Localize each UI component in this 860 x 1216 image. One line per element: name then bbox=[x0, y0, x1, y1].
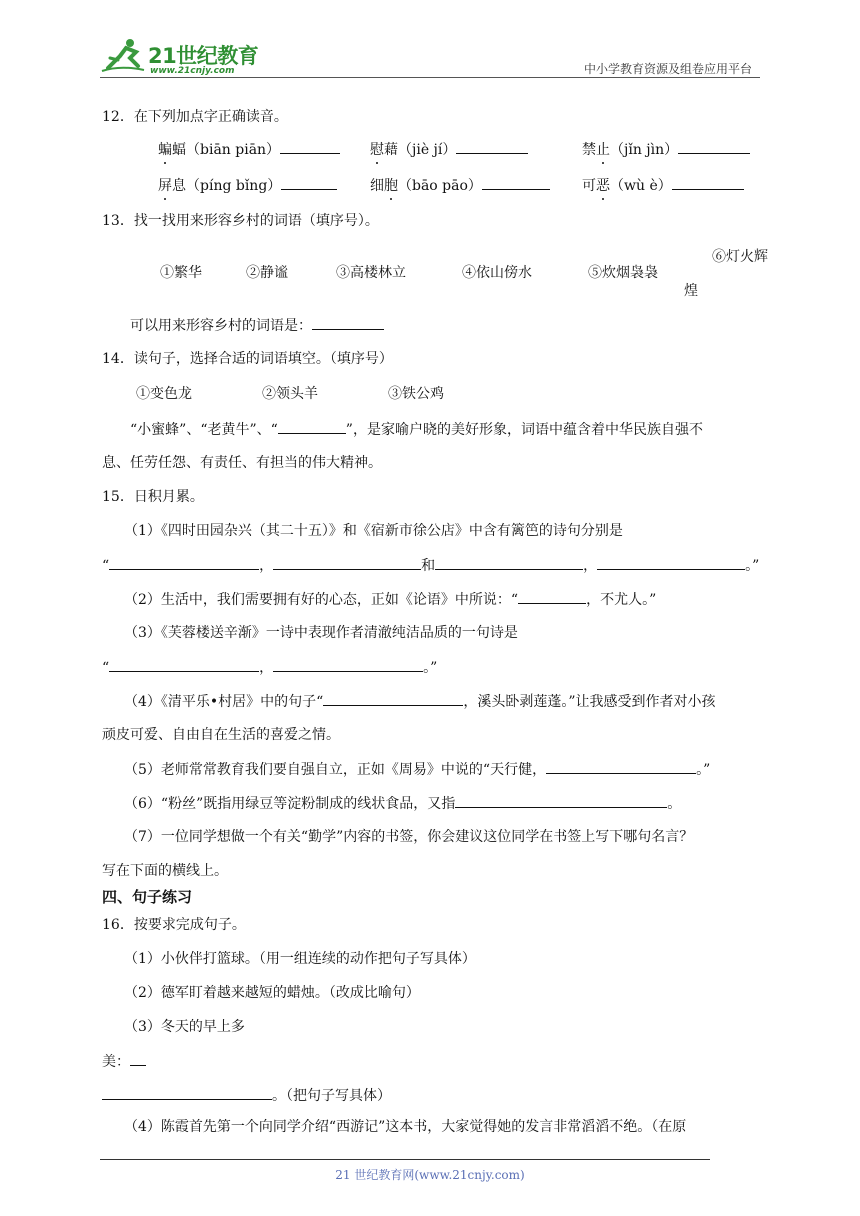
q15-p6: （6）“粉丝”既指用绿豆等淀粉制成的线状食品，又指 。 bbox=[124, 796, 682, 812]
q14-line-2: 息、任劳任怨、有责任、有担当的伟大精神。 bbox=[102, 455, 382, 471]
q15-p3-blanks: “ ， 。” bbox=[102, 660, 438, 676]
q13-option-4: ④依山傍水 bbox=[462, 265, 532, 281]
q15-p4: （4）《清平乐•村居》中的句子“ ，溪头卧剥莲蓬。”让我感受到作者对小孩 bbox=[124, 694, 716, 710]
q12-title: 12．在下列加点字正确读音。 bbox=[102, 109, 288, 125]
q15-p1-blanks: “ ， 和 ， 。” bbox=[102, 558, 760, 574]
q14-option-1: ①变色龙 bbox=[136, 386, 192, 402]
q15-p5: （5）老师常常教育我们要自强自立，正如《周易》中说的“天行健， 。” bbox=[124, 762, 711, 778]
q16-s3: （3）冬天的早上多 bbox=[124, 1019, 245, 1035]
q13-option-1: ①繁华 bbox=[160, 265, 202, 281]
q16-title: 16．按要求完成句子。 bbox=[102, 917, 246, 933]
section-title: 四、句子练习 bbox=[102, 888, 193, 906]
q14-option-3: ③铁公鸡 bbox=[388, 386, 444, 402]
q13-option-2: ②静谧 bbox=[246, 265, 288, 281]
q15-p7: （7）一位同学想做一个有关“勤学”内容的书签，你会建议这位同学在书签上写下哪句名言？ bbox=[124, 829, 694, 845]
q14-line-1: “小蜜蜂”、“老黄牛”、“ ”，是家喻户晓的美好形象，词语中蕴含着中华民族自强不 bbox=[130, 422, 703, 438]
q15-p4-cont: 顽皮可爱、自由自在生活的喜爱之情。 bbox=[102, 727, 340, 743]
q13-option-3: ③高楼林立 bbox=[336, 265, 406, 281]
logo-url: www.21cnjy.com bbox=[150, 66, 235, 76]
q16-s2: （2）德军盯着越来越短的蜡烛。（改成比喻句） bbox=[124, 985, 420, 1001]
q14-option-2: ②领头羊 bbox=[262, 386, 318, 402]
q12-item-4: 屏息（píng bǐng） bbox=[158, 176, 337, 195]
q15-p2: （2）生活中，我们需要拥有好的心态，正如《论语》中所说：“ ，不尤人。” bbox=[124, 592, 657, 608]
q15-p1: （1）《四时田园杂兴（其二十五）》和《宿新市徐公店》中含有篱笆的诗句分别是 bbox=[124, 523, 623, 539]
platform-name: 中小学教育资源及组卷应用平台 bbox=[583, 62, 752, 76]
runner-logo-icon bbox=[100, 38, 146, 74]
q15-p7-cont: 写在下面的横线上。 bbox=[102, 863, 228, 879]
q16-s4: （4）陈霞首先第一个向同学介绍“西游记”这本书，大家觉得她的发言非常滔滔不绝。（在原 bbox=[124, 1119, 687, 1135]
q16-s1: （1）小伙伴打篮球。（用一组连续的动作把句子写具体） bbox=[124, 951, 476, 967]
q14-title: 14．读句子，选择合适的词语填空。（填序号） bbox=[102, 351, 393, 367]
q16-s3-line: 美： bbox=[102, 1052, 146, 1071]
q13-answer: 可以用来形容乡村的词语是： bbox=[130, 316, 384, 335]
q12-item-5: 细胞（bāo pāo） bbox=[370, 176, 550, 195]
logo-text: 21世纪教育 bbox=[148, 44, 259, 68]
footer-divider bbox=[100, 1159, 710, 1160]
q13-option-6: ⑥灯火辉 bbox=[712, 249, 768, 265]
q13-option-6-wrap: 煌 bbox=[684, 283, 698, 299]
q12-item-2: 慰藉（jiè jí） bbox=[370, 140, 528, 159]
q16-s3-end: 。（把句子写具体） bbox=[102, 1086, 391, 1105]
q13-option-5: ⑤炊烟袅袅 bbox=[588, 265, 658, 281]
q13-title: 13．找一找用来形容乡村的词语（填序号）。 bbox=[102, 213, 379, 229]
header-divider bbox=[100, 77, 760, 78]
q12-item-3: 禁止（jǐn jìn） bbox=[582, 140, 750, 159]
footer-text: 21 世纪教育网(www.21cnjy.com) bbox=[335, 1168, 525, 1182]
q15-p3: （3）《芙蓉楼送辛渐》一诗中表现作者清澈纯洁品质的一句诗是 bbox=[124, 625, 518, 641]
q15-title: 15．日积月累。 bbox=[102, 489, 204, 505]
page-header bbox=[100, 36, 760, 78]
q12-item-1: 蝙蝠（biān piān） bbox=[158, 140, 340, 159]
q12-item-6: 可恶（wù è） bbox=[582, 176, 744, 195]
